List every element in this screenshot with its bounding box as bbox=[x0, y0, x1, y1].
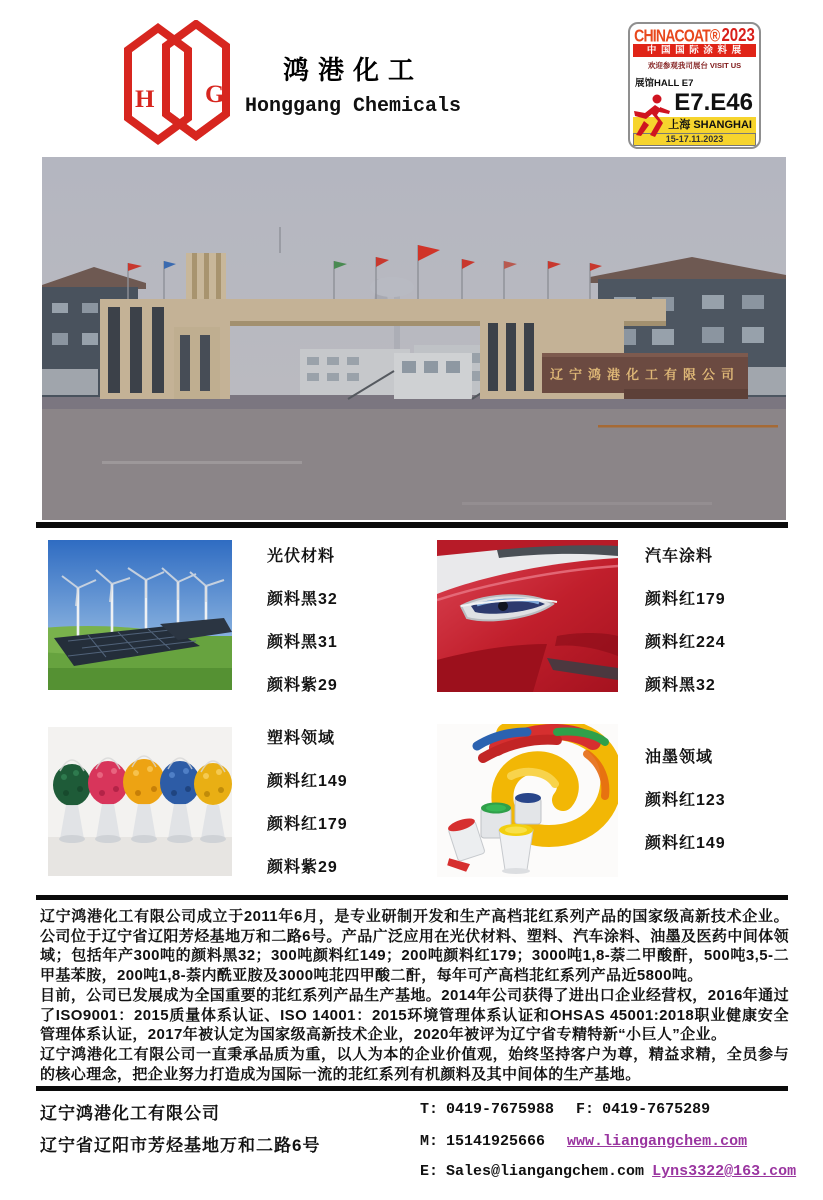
pellet-flasks bbox=[53, 756, 232, 843]
phone-value: 0419-7675988 bbox=[446, 1101, 555, 1118]
photo-asphalt bbox=[42, 395, 786, 520]
email-primary: Sales@liangangchem.com bbox=[446, 1163, 645, 1180]
fax-value: 0419-7675289 bbox=[602, 1101, 711, 1118]
solar-wind-image bbox=[48, 540, 232, 690]
product-title: 油墨领域 bbox=[645, 749, 714, 766]
product-card-plastics bbox=[267, 730, 348, 877]
product-item: 颜料紫29 bbox=[267, 859, 338, 876]
product-item: 颜料红179 bbox=[645, 591, 726, 608]
badge-hall: 展馆HALL E7 bbox=[635, 78, 694, 89]
runner-icon bbox=[630, 89, 672, 143]
email-label: E: bbox=[420, 1163, 439, 1180]
plastic-pellets-image bbox=[48, 727, 232, 876]
product-item: 颜料黑32 bbox=[645, 677, 716, 694]
about-section bbox=[40, 907, 789, 1084]
about-paragraph-3: 辽宁鸿港化工有限公司一直秉承品质为重，以人为本的企业价值观，始终坚持客户为尊，精益求精，全员参与的核心理念，把企业努力打造成为国际一流的苝红系列有机颜料及其中间体的生产基地。 bbox=[40, 1045, 789, 1083]
footer-phone-fax-line bbox=[420, 1101, 710, 1118]
company-logo bbox=[114, 20, 240, 146]
product-item: 颜料红179 bbox=[267, 816, 348, 833]
about-paragraph-2: 目前，公司已发展成为全国重要的苝红系列产品生产基地。2014年公司获得了进出口企业经营权，2016年通过了ISO9001：2015质量体系认证、ISO 14001：2015环境管理体系认证和OHSAS 45001:2018职业健康安全管理体系认证，2017年被认定为国家级高新技术企业，2020年被评为辽宁省专精特新“小巨人”企业。 bbox=[40, 986, 789, 1044]
product-item: 颜料黑31 bbox=[267, 634, 338, 651]
page-subtitle: Honggang Chemicals bbox=[244, 95, 462, 118]
header-title-block bbox=[228, 50, 478, 118]
about-paragraph-1: 辽宁鸿港化工有限公司成立于2011年6月，是专业研制开发和生产高档苝红系列产品的国家级高新技术企业。公司位于辽宁省辽阳芳烃基地万和二路6号。产品广泛应用在光伏材料、塑料、汽车涂料、油墨及医药中间体领域；包括年产300吨的颜料黑32；300吨颜料红149；200吨颜料红179；3000吨1,8-萘二甲酸酐，500吨3,5-二甲基苯胺，200吨1,8-萘内酰亚胺及3000吨苝四甲酸二酐，每年可产高档苝红系列产品近5800吨。 bbox=[40, 908, 789, 985]
badge-city: 上海 SHANGHAI bbox=[633, 117, 756, 133]
section-divider-footer bbox=[36, 1086, 788, 1091]
email-secondary-link[interactable]: Lyns3322@163.com bbox=[652, 1163, 797, 1180]
badge-visit-line: 欢迎参观我司展台 VISIT US bbox=[647, 61, 742, 70]
logo-weave-line bbox=[166, 114, 226, 136]
product-item: 颜料紫29 bbox=[267, 677, 338, 694]
product-item: 颜料红149 bbox=[267, 773, 348, 790]
website-link[interactable]: www.liangangchem.com bbox=[567, 1133, 748, 1150]
section-divider-about bbox=[36, 895, 788, 900]
phone-label: T: bbox=[420, 1101, 439, 1118]
factory-photo bbox=[42, 157, 786, 520]
red-car-image bbox=[437, 540, 618, 692]
paint-ink-image bbox=[437, 724, 618, 877]
mobile-label: M: bbox=[420, 1133, 439, 1150]
product-title: 光伏材料 bbox=[267, 548, 336, 565]
product-item: 颜料黑32 bbox=[267, 591, 338, 608]
product-card-automotive bbox=[645, 548, 726, 695]
badge-booth-number: E7.E46 bbox=[674, 89, 753, 116]
badge-expo-band: 中 国 国 际 涂 料 展 bbox=[633, 44, 756, 57]
badge-title-row bbox=[633, 24, 756, 47]
footer-company-name: 辽宁鸿港化工有限公司 bbox=[40, 1104, 220, 1123]
product-title: 汽车涂料 bbox=[645, 548, 714, 565]
product-item: 颜料红224 bbox=[645, 634, 726, 651]
logo-letter-h: H bbox=[135, 86, 155, 113]
fax-label: F: bbox=[576, 1101, 595, 1118]
badge-year: 2023 bbox=[721, 24, 755, 47]
mobile-value: 15141925666 bbox=[446, 1133, 546, 1150]
logo-letter-g: G bbox=[205, 81, 225, 108]
product-card-photovoltaic bbox=[267, 548, 338, 695]
page-title: 鸿港化工 bbox=[282, 55, 423, 85]
footer-mobile-line bbox=[420, 1133, 747, 1150]
chinacoat-badge bbox=[628, 22, 761, 149]
footer-email-line bbox=[420, 1163, 796, 1180]
badge-brand: CHINACOAT® bbox=[634, 25, 720, 45]
product-card-ink bbox=[645, 749, 726, 853]
badge-dates: 15-17.11.2023 bbox=[633, 133, 756, 146]
factory-gate-sign: 辽宁鸿港化工有限公司 bbox=[549, 367, 741, 382]
product-item: 颜料红123 bbox=[645, 792, 726, 809]
product-title: 塑料领域 bbox=[267, 730, 336, 747]
product-item: 颜料红149 bbox=[645, 835, 726, 852]
footer-address: 辽宁省辽阳市芳烃基地万和二路6号 bbox=[40, 1136, 321, 1155]
section-divider-top bbox=[36, 522, 788, 528]
